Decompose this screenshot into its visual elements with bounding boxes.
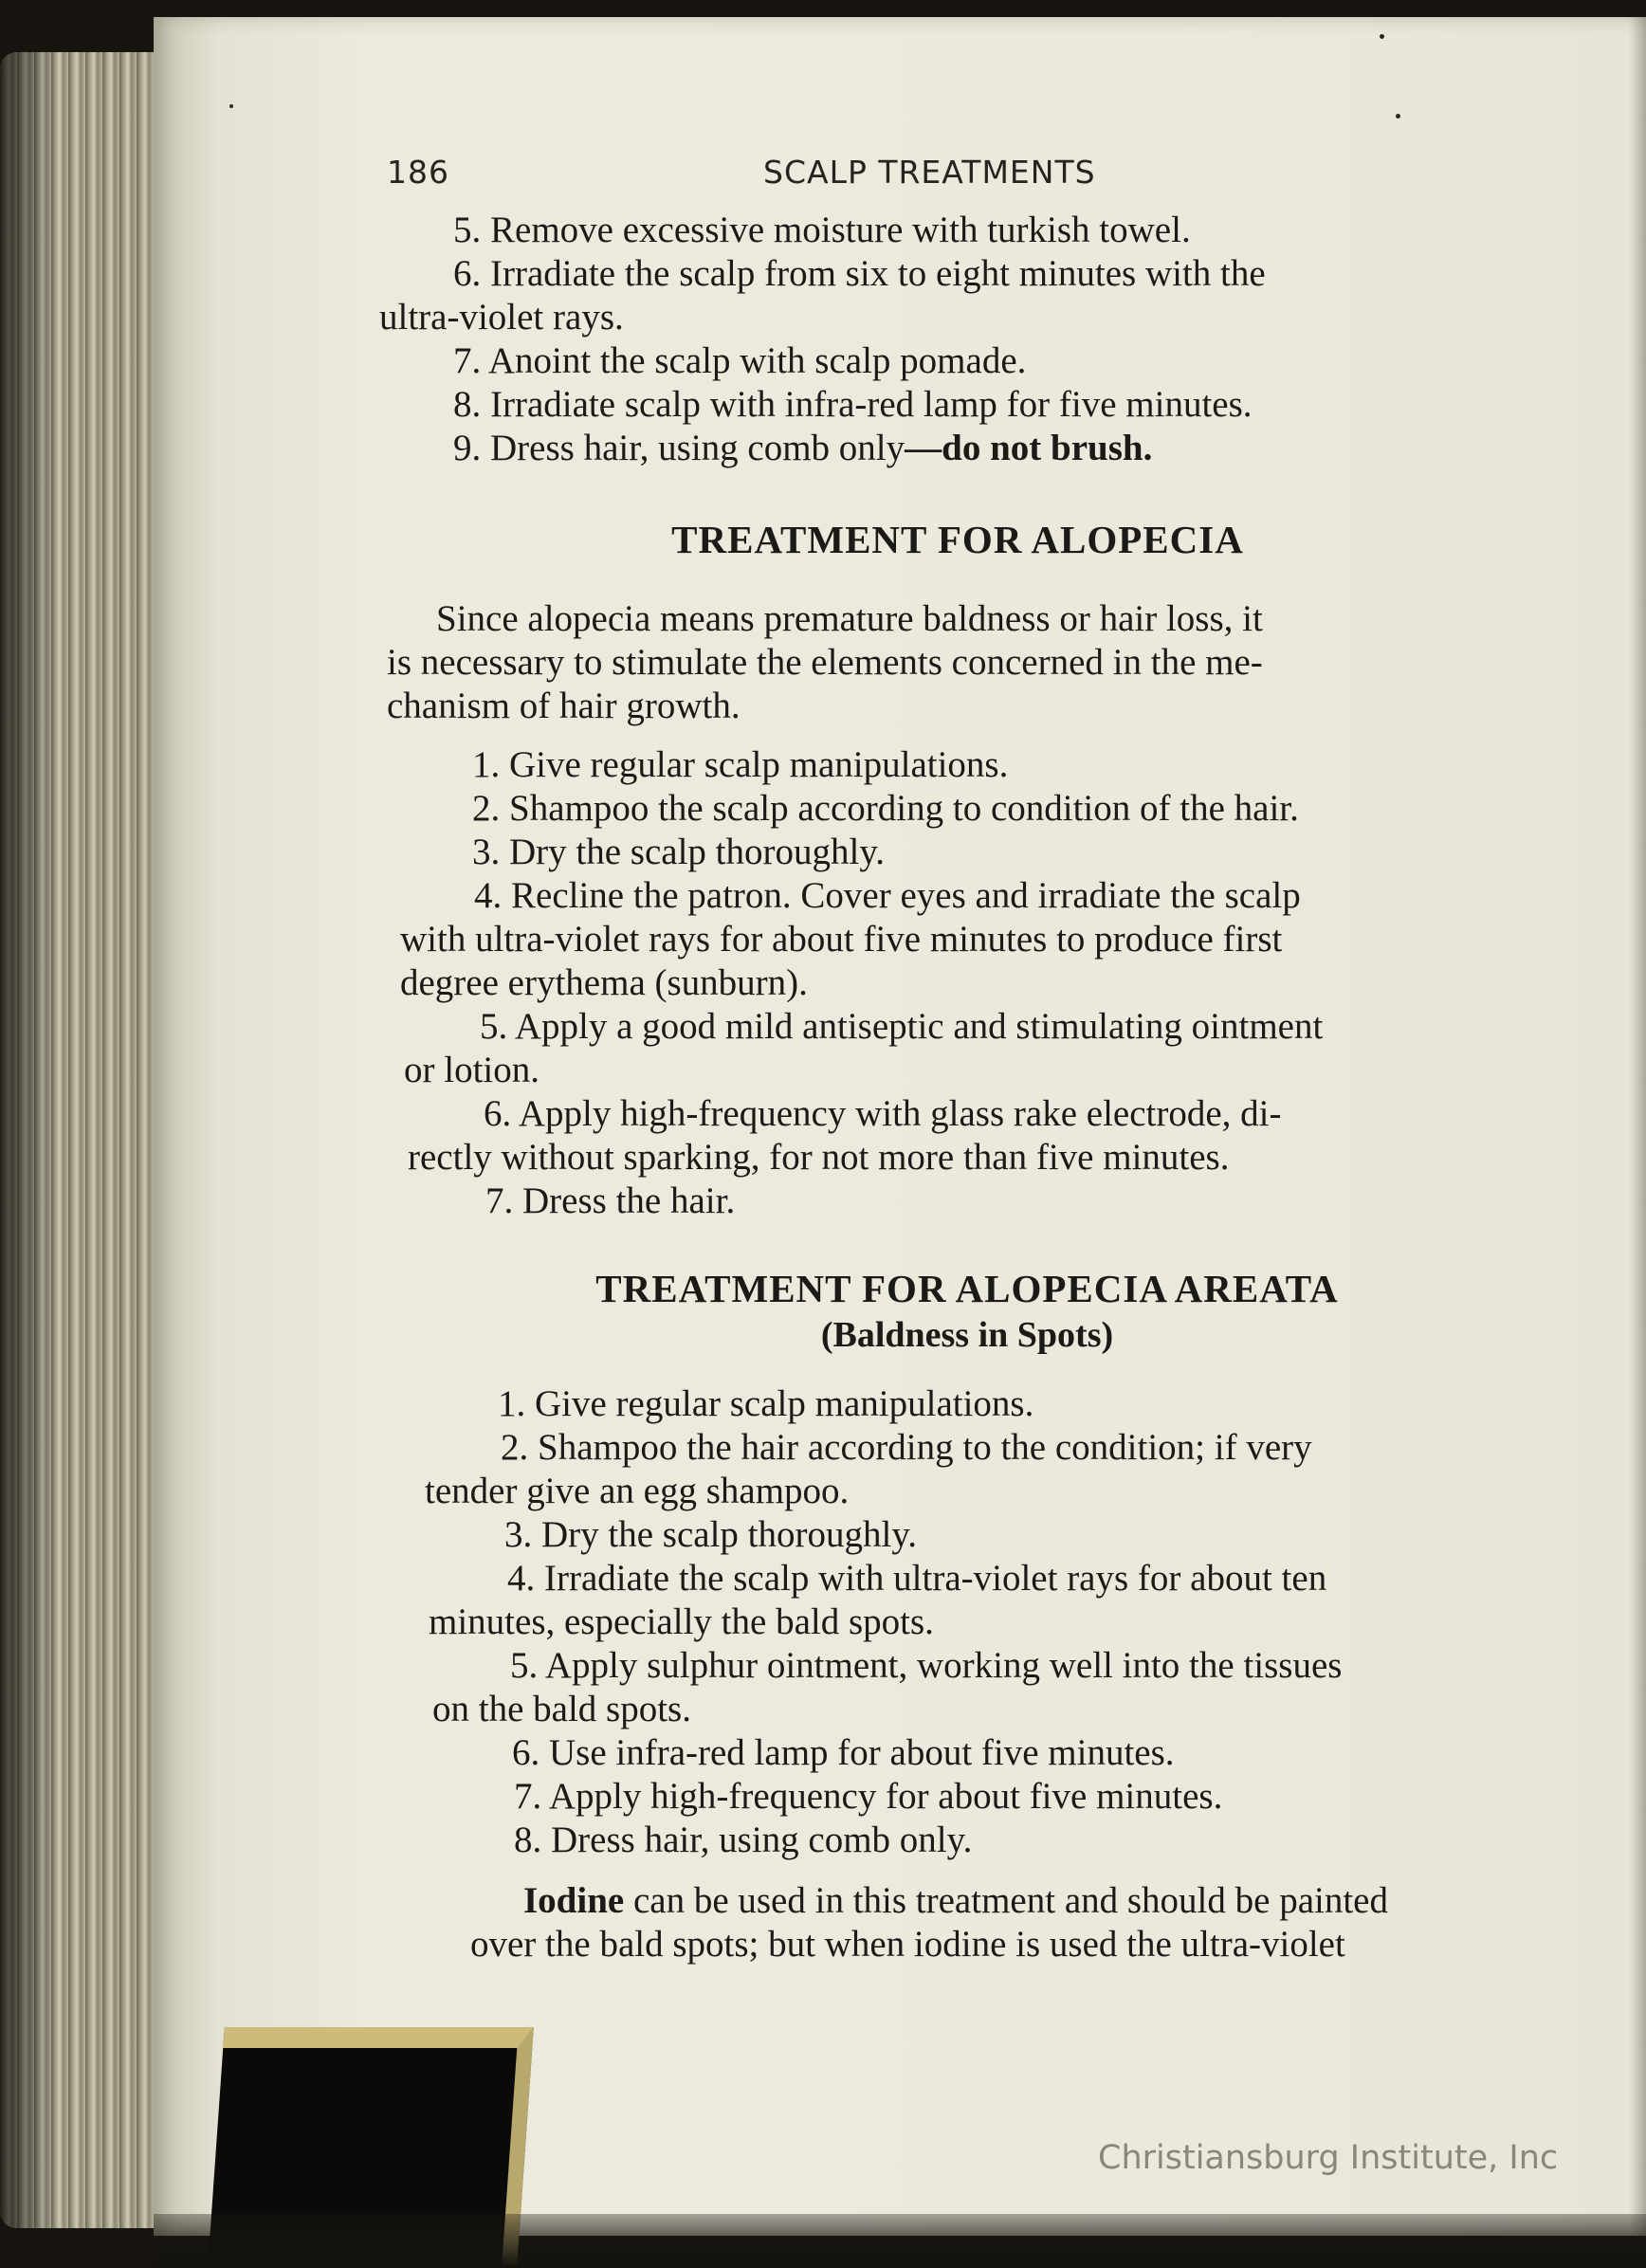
step-line: 5. Remove excessive moisture with turkish towel. [453, 210, 1191, 250]
step-line: 4. Irradiate the scalp with ultra-violet rays for about ten [507, 1558, 1327, 1599]
step-line: or lotion. [404, 1050, 540, 1090]
page-text [379, 142, 1536, 1966]
step-line: 1. Give regular scalp manipulations. [472, 744, 1009, 785]
paper-speck [229, 104, 233, 108]
alopecia-areata-heading: TREATMENT FOR ALOPECIA AREATA [595, 1267, 1339, 1310]
step-line: 5. Apply a good mild antiseptic and stimulating ointment [480, 1006, 1324, 1047]
do-not-brush-emphasis: —do not brush. [905, 428, 1153, 468]
step-line: 7. Dress the hair. [485, 1180, 736, 1221]
step-text: 9. Dress hair, using comb only [453, 428, 905, 468]
step-line: 2. Shampoo the hair according to the condition; if very [501, 1427, 1312, 1468]
watermark-text: Christiansburg Institute, Inc [1098, 2139, 1559, 2177]
iodine-note-line [379, 1879, 1536, 1923]
step-line: 6. Apply high-frequency with glass rake electrode, di- [484, 1093, 1282, 1134]
step-line: 6. Irradiate the scalp from six to eight minutes with the [453, 253, 1266, 294]
iodine-note [379, 1879, 1536, 1966]
intro-line: is necessary to stimulate the elements concerned in the me- [387, 642, 1263, 683]
step-line: 6. Use infra-red lamp for about five minutes. [512, 1732, 1175, 1773]
step-line: ultra-violet rays. [379, 297, 624, 338]
step-line: with ultra-violet rays for about five minutes to produce first [400, 919, 1283, 960]
step-line: tender give an egg shampoo. [425, 1471, 850, 1511]
step-line: 2. Shampoo the scalp according to condition of the hair. [472, 788, 1299, 829]
running-head [379, 142, 1536, 209]
step-line: 1. Give regular scalp manipulations. [498, 1383, 1034, 1424]
page-right-shadow [1629, 17, 1646, 2236]
step-line: 7. Anoint the scalp with scalp pomade. [453, 340, 1027, 381]
page-edge-shade [0, 52, 57, 2228]
step-line: 3. Dry the scalp thoroughly. [504, 1514, 918, 1555]
step-line [379, 427, 1536, 470]
step-line: degree erythema (sunburn). [400, 962, 808, 1003]
step-line: 4. Recline the patron. Cover eyes and irradiate the scalp [474, 875, 1301, 916]
paper-speck [1396, 114, 1400, 119]
alopecia-areata-section [379, 1265, 1536, 1966]
page-bottom-shadow [154, 2214, 1646, 2268]
step-line: 5. Apply sulphur ointment, working well into the tissues [510, 1645, 1343, 1686]
alopecia-intro [379, 597, 1536, 728]
running-title: SCALP TREATMENTS [763, 154, 1096, 191]
step-line: 7. Apply high-frequency for about five minutes. [514, 1776, 1223, 1817]
step-line: on the bald spots. [432, 1689, 691, 1729]
iodine-emphasis: Iodine [523, 1880, 625, 1921]
page-number: 186 [387, 154, 449, 191]
intro-line: chanism of hair growth. [387, 686, 741, 726]
intro-line: Since alopecia means premature baldness or hair loss, it [436, 598, 1263, 639]
alopecia-heading: TREATMENT FOR ALOPECIA [671, 518, 1244, 561]
alopecia-areata-subheading: (Baldness in Spots) [820, 1315, 1114, 1355]
step-line: 8. Dress hair, using comb only. [514, 1820, 973, 1860]
step-line: 8. Irradiate scalp with infra-red lamp for five minutes. [453, 384, 1253, 425]
step-line: minutes, especially the bald spots. [429, 1601, 934, 1642]
paper-speck [1380, 34, 1384, 39]
alopecia-section [379, 516, 1536, 1223]
iodine-note-text: can be used in this treatment and should be painted [624, 1880, 1388, 1921]
continued-steps [379, 209, 1536, 470]
step-line: 3. Dry the scalp thoroughly. [472, 832, 886, 872]
iodine-note-line: over the bald spots; but when iodine is used the ultra-violet [470, 1924, 1345, 1965]
step-line: rectly without sparking, for not more than five minutes. [408, 1137, 1230, 1178]
